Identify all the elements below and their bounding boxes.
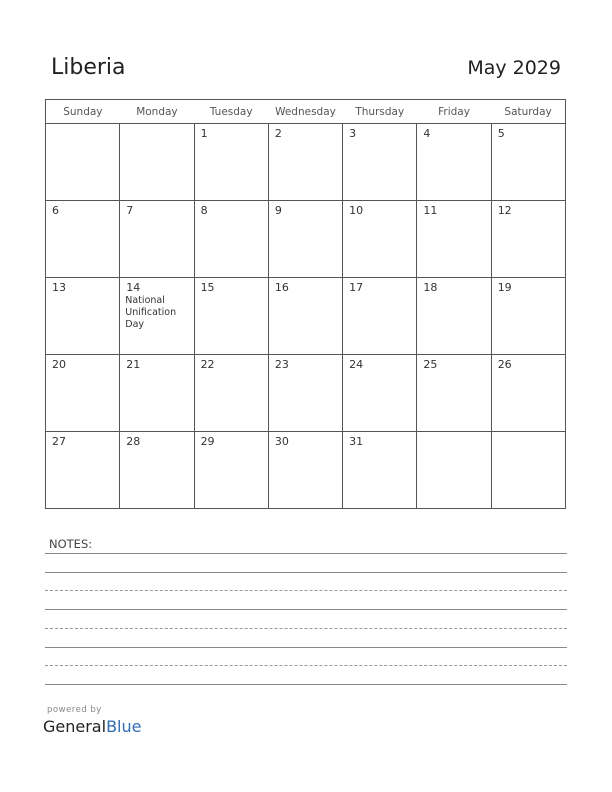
generalblue-logo[interactable] — [43, 717, 141, 736]
day-cell — [120, 201, 194, 278]
day-cell — [46, 278, 120, 355]
calendar-grid — [45, 99, 566, 509]
notes-line — [45, 665, 567, 666]
day-cell — [120, 124, 194, 201]
day-number: 27 — [52, 435, 66, 448]
day-cell — [343, 278, 417, 355]
day-cell — [343, 201, 417, 278]
week-row — [46, 432, 566, 509]
day-cell — [194, 201, 268, 278]
day-cell — [491, 432, 565, 509]
day-cell — [194, 355, 268, 432]
day-number: 20 — [52, 358, 66, 371]
day-cell — [46, 124, 120, 201]
weekday-header-row — [46, 100, 566, 124]
day-number: 18 — [423, 281, 438, 294]
day-number: 2 — [274, 127, 282, 140]
notes-line — [45, 553, 567, 554]
month-year-title: May 2029 — [467, 57, 561, 79]
week-row — [46, 355, 566, 432]
day-cell — [194, 432, 268, 509]
week-row — [46, 278, 566, 355]
day-cell — [194, 278, 268, 355]
weekday-header: Friday — [417, 100, 491, 124]
day-number: 10 — [349, 204, 364, 217]
day-cell — [120, 355, 194, 432]
weekday-header: Tuesday — [194, 100, 268, 124]
day-number: 31 — [349, 435, 364, 448]
day-cell — [491, 355, 565, 432]
day-number: 16 — [274, 281, 289, 294]
day-number: 14 — [126, 281, 141, 294]
day-cell — [120, 432, 194, 509]
notes-line — [45, 572, 567, 573]
day-cell — [268, 355, 342, 432]
day-number — [120, 124, 193, 127]
day-cell — [491, 278, 565, 355]
day-cell — [417, 124, 491, 201]
day-cell — [268, 201, 342, 278]
day-number: 25 — [423, 358, 438, 371]
day-cell — [268, 432, 342, 509]
notes-line — [45, 628, 567, 629]
day-cell — [343, 124, 417, 201]
day-number: 11 — [423, 204, 438, 217]
day-number: 30 — [274, 435, 289, 448]
day-number: 4 — [423, 127, 431, 140]
day-number: 7 — [126, 204, 134, 217]
notes-line — [45, 609, 567, 610]
day-cell — [46, 355, 120, 432]
day-number: 21 — [126, 358, 141, 371]
day-number: 22 — [200, 358, 215, 371]
weekday-header: Saturday — [491, 100, 565, 124]
weekday-header: Sunday — [46, 100, 120, 124]
day-number: 29 — [200, 435, 215, 448]
day-cell — [268, 278, 342, 355]
day-number: 23 — [274, 358, 289, 371]
day-number: 3 — [349, 127, 357, 140]
day-cell — [46, 201, 120, 278]
day-number: 6 — [52, 204, 59, 217]
day-cell — [491, 201, 565, 278]
week-row — [46, 124, 566, 201]
day-number: 24 — [349, 358, 364, 371]
country-title: Liberia — [51, 55, 126, 80]
day-cell — [417, 355, 491, 432]
weekday-header: Monday — [120, 100, 194, 124]
day-cell — [417, 201, 491, 278]
day-cell — [343, 355, 417, 432]
logo-general-text: General — [43, 717, 107, 736]
day-number — [46, 124, 119, 127]
day-number: 5 — [497, 127, 505, 140]
day-number: 9 — [274, 204, 282, 217]
notes-line — [45, 684, 567, 685]
day-number: 19 — [497, 281, 512, 294]
day-number — [417, 432, 490, 435]
notes-line — [45, 647, 567, 648]
weekday-header: Wednesday — [268, 100, 342, 124]
day-cell — [194, 124, 268, 201]
day-cell — [491, 124, 565, 201]
day-number: 15 — [200, 281, 215, 294]
week-row — [46, 201, 566, 278]
holiday-label: National Unification Day — [125, 295, 177, 330]
day-cell — [120, 278, 194, 355]
day-number: 26 — [497, 358, 512, 371]
weekday-header: Thursday — [343, 100, 417, 124]
day-cell — [343, 432, 417, 509]
day-cell — [268, 124, 342, 201]
notes-line — [45, 590, 567, 591]
day-cell — [417, 432, 491, 509]
day-number — [492, 432, 565, 435]
logo-blue-text: Blue — [106, 717, 142, 736]
day-number: 8 — [200, 204, 208, 217]
day-number: 28 — [126, 435, 141, 448]
day-number: 13 — [52, 281, 66, 294]
day-number: 17 — [349, 281, 364, 294]
powered-by-text: powered by — [47, 705, 102, 715]
day-cell — [46, 432, 120, 509]
notes-label: NOTES: — [49, 537, 93, 551]
day-number: 1 — [200, 127, 208, 140]
day-cell — [417, 278, 491, 355]
day-number: 12 — [497, 204, 512, 217]
